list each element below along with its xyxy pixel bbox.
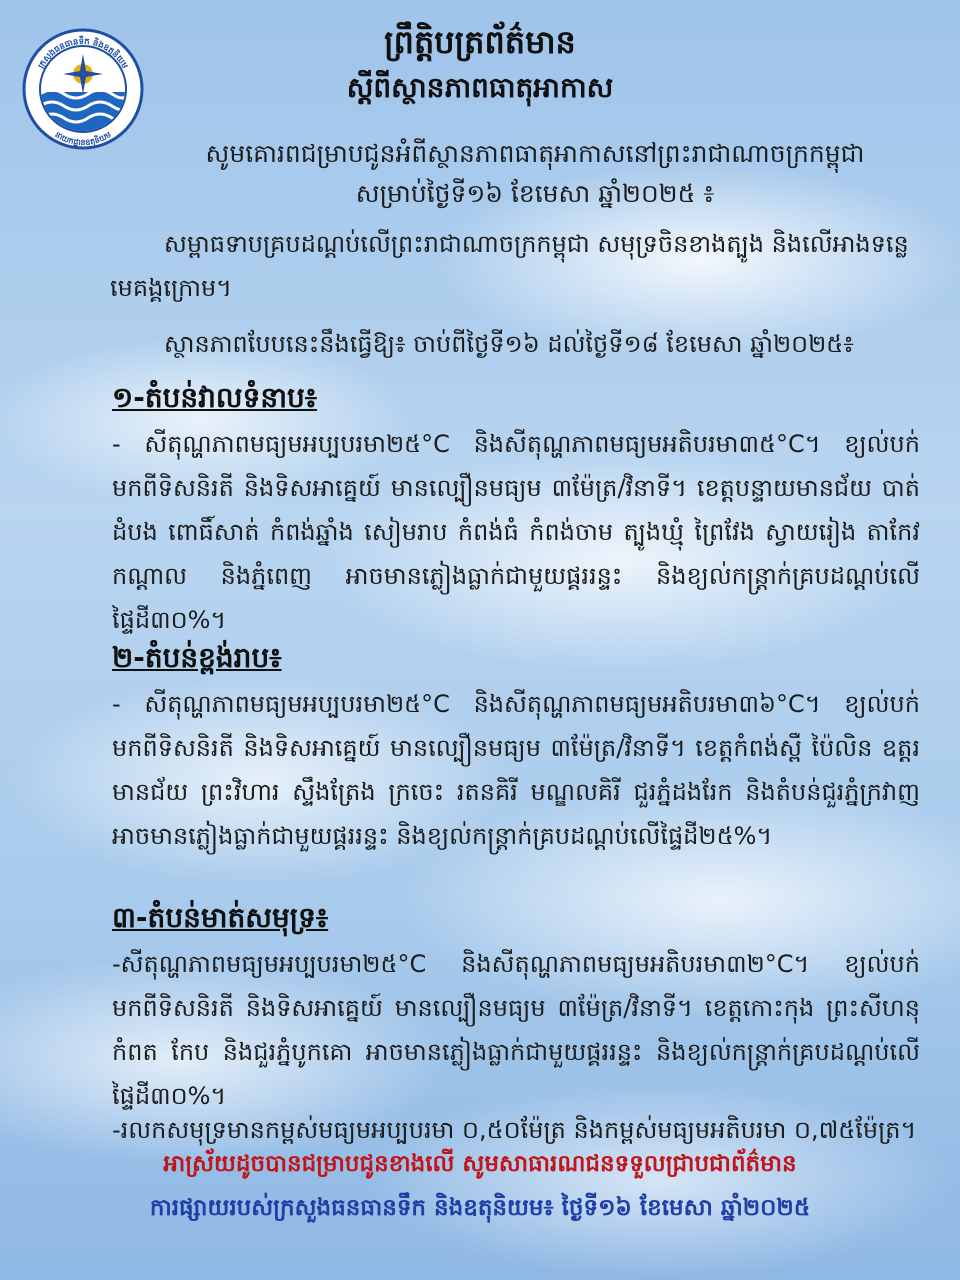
footer-publisher: ការផ្សាយរបស់ក្រសួងធនធានទឹក និងឧតុនិយម៖ ថ្ងៃទី១៦ ខែមេសា ឆ្នាំ២០២៥ bbox=[149, 1195, 811, 1221]
forecast-period: ស្ថានភាពបែបនេះនឹងធ្វើឱ្យ៖ ចាប់ពីថ្ងៃទី១៦ ដល់ថ្ងៃទី១៨ ខែមេសា ឆ្នាំ២០២៥៖ bbox=[164, 330, 854, 358]
bulletin-title: ព្រឹត្តិបត្រព័ត៌មាន bbox=[384, 23, 576, 61]
section-heading-lowland: ១-តំបន់វាលទំនាប៖ bbox=[112, 381, 318, 414]
section-text-plateau: - សីតុណ្ហភាពមធ្យមអប្បបរមា២៥°C និងសីតុណ្ហភាពមធ្យមអតិបរមា៣៦°C។ ខ្យល់បក់មកពីទិសនិរតី និងទិសអាគ្នេយ៍ មានល្បឿនមធ្យម ៣ម៉ែត្រ/វិនាទី។ ខេត្តកំពង់ស្ពឺ ប៉ៃលិន ឧត្តរមានជ័យ ព្រះវិហារ ស្ទឹងត្រែង ក្រចេះ រតនគិរី មណ្ឌលគិរី ជួរភ្នំដងរែក និងតំបន់ជួរភ្នំក្រវាញ អាចមានភ្លៀងធ្លាក់ជាមួយផ្គររន្ទះ និងខ្យល់កន្ត្រាក់គ្របដណ្តប់លើផ្ទៃដី២៥%។ bbox=[112, 690, 920, 850]
section-text-lowland: - សីតុណ្ហភាពមធ្យមអប្បបរមា២៥°C និងសីតុណ្ហភាពមធ្យមអតិបរមា៣៥°C។ ខ្យល់បក់មកពីទិសនិរតី និងទិសអាគ្នេយ៍ មានល្បឿនមធ្យម ៣ម៉ែត្រ/វិនាទី។ ខេត្តបន្ទាយមានជ័យ បាត់ដំបង ពោធិ៍សាត់ កំពង់ឆ្នាំង សៀមរាប កំពង់ធំ កំពង់ចាម ត្បូងឃ្មុំ ព្រៃវែង ស្វាយរៀង តាកែវ កណ្តាល និងភ្នំពេញ អាចមានភ្លៀងធ្លាក់ជាមួយផ្គររន្ទះ និងខ្យល់កន្ត្រាក់គ្របដណ្តប់លើផ្ទៃដី៣០%។ bbox=[112, 430, 920, 634]
intro-line-2: សម្រាប់ថ្ងៃទី១៦ ខែមេសា ឆ្នាំ២០២៥ ៖ bbox=[355, 179, 715, 208]
bulletin-subtitle: ស្តីពីស្ថានភាពធាតុអាកាស bbox=[346, 71, 614, 104]
section-heading-plateau: ២-តំបន់ខ្ពង់រាប៖ bbox=[112, 641, 282, 674]
logo-top-text: ក្រសួងធនធានទឹក និងឧតុនិយម bbox=[36, 36, 130, 71]
pressure-summary: សម្ពាធទាបគ្របដណ្តប់លើព្រះរាជាណាចក្រកម្ពុជា សមុទ្រចិនខាងត្បូង និងលើអាងទន្លេមេគង្គក្រោម។ bbox=[110, 230, 909, 302]
section-heading-coastal: ៣-តំបន់មាត់សមុទ្រ៖ bbox=[112, 901, 329, 934]
intro-line-1: សូមគោរពជម្រាបជូនអំពីស្ថានភាពធាតុអាកាសនៅព្រះរាជាណាចក្រកម្ពុជា bbox=[205, 139, 865, 168]
section-text-coastal: -សីតុណ្ហភាពមធ្យមអប្បបរមា២៥°C និងសីតុណ្ហភាពមធ្យមអតិបរមា៣២°C។ ខ្យល់បក់មកពីទិសនិរតី និងទិសអាគ្នេយ៍ មានល្បឿនមធ្យម ៣ម៉ែត្រ/វិនាទី។ ខេត្តកោះកុង ព្រះសីហនុ កំពត កែប និងជួរភ្នំបូកគោ អាចមានភ្លៀងធ្លាក់ជាមួយផ្គររន្ទះ និងខ្យល់កន្ត្រាក់គ្របដណ្តប់លើផ្ទៃដី៣០%។ bbox=[112, 950, 920, 1110]
wave-height-note: -រលកសមុទ្រមានកម្ពស់មធ្យមអប្បបរមា ០,៥០ម៉ែត្រ និងកម្ពស់មធ្យមអតិបរមា ០,៧៥ម៉ែត្រ។ bbox=[112, 1116, 917, 1144]
footer-notice: អាស្រ័យដូចបានជម្រាបជូនខាងលើ សូមសាធារណជនទទួលជ្រាបជាព័ត៌មាន bbox=[163, 1151, 797, 1177]
logo-bottom-text: នាយកដ្ឋានឧតុនិយម bbox=[53, 129, 113, 148]
